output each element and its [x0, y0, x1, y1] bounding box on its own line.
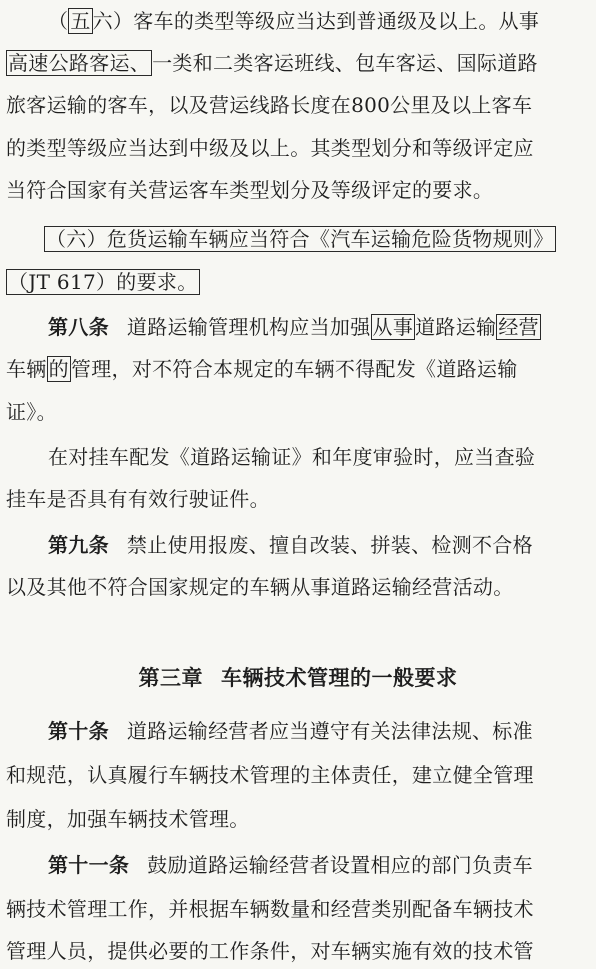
p1-line-1 [48, 8, 590, 34]
art11-line-2: 辆技术管理工作，并根据车辆数量和经营类别配备车辆技术 [6, 897, 534, 921]
chapter-number: 第三章 [138, 665, 203, 690]
p2-line-1 [44, 226, 586, 252]
correction-box: （六）危货运输车辆应当符合《汽车运输危险货物规则》 [46, 227, 554, 251]
correction-box: 经营 [498, 315, 539, 339]
correction-box: 高速公路客运、 [8, 51, 151, 75]
p2-line-2 [6, 269, 590, 295]
art10-line-2: 和规范，认真履行车辆技术管理的主体责任，建立健全管理 [6, 763, 534, 787]
correction-box: 从事 [372, 315, 414, 339]
text-span: 车辆 [6, 357, 47, 381]
paren-open: （ [48, 9, 69, 33]
p1-line-4: 的类型等级应当达到中级及以上。其类型划分和等级评定应 [6, 136, 534, 160]
article-label: 第十条 [48, 719, 109, 743]
correction-box: 五 [70, 9, 91, 33]
article-label: 第十一条 [48, 853, 130, 877]
p4-line-2: 挂车是否具有有效行驶证件。 [6, 487, 270, 511]
art10-line-1 [48, 718, 590, 744]
chapter-title: 车辆技术管理的一般要求 [221, 665, 458, 690]
p1-line-5: 当符合国家有关营运客车类型划分及等级评定的要求。 [6, 178, 494, 202]
text-span: 六）客车的类型等级应当达到普通级及以上。从事 [92, 9, 540, 33]
text-span: 道路运输管理机构应当加强 [126, 315, 371, 339]
text-span: 禁止使用报废、擅自改装、拼装、检测不合格 [126, 533, 533, 557]
art9-line-2: 以及其他不符合国家规定的车辆从事道路运输经营活动。 [6, 575, 514, 599]
article-label: 第八条 [48, 315, 109, 339]
correction-box: 的 [48, 357, 69, 381]
art8-line-2 [6, 356, 590, 382]
article-label: 第九条 [48, 533, 109, 557]
text-span: 道路运输经营者应当遵守有关法律法规、标准 [126, 719, 533, 743]
art10-line-3: 制度，加强车辆技术管理。 [6, 807, 250, 831]
text-span: 鼓励道路运输经营者设置相应的部门负责车 [147, 853, 533, 877]
text-span: 道路运输 [415, 315, 497, 339]
p1-line-2 [6, 50, 590, 76]
art9-line-1 [48, 532, 590, 558]
art8-line-3: 证》。 [6, 400, 57, 424]
chapter-heading [0, 664, 596, 692]
correction-box: （JT 617）的要求。 [8, 270, 198, 294]
text-span: 管理，对不符合本规定的车辆不得配发《道路运输 [70, 357, 518, 381]
p1-line-3: 旅客运输的客车，以及营运线路长度在800公里及以上客车 [6, 93, 533, 117]
p4-line-1: 在对挂车配发《道路运输证》和年度审验时，应当查验 [48, 445, 536, 469]
art11-line-1 [48, 852, 590, 878]
text-span: 一类和二类客运班线、包车客运、国际道路 [152, 51, 538, 75]
art11-line-3: 管理人员，提供必要的工作条件，对车辆实施有效的技术管 [6, 939, 534, 963]
art8-line-1 [48, 314, 590, 340]
